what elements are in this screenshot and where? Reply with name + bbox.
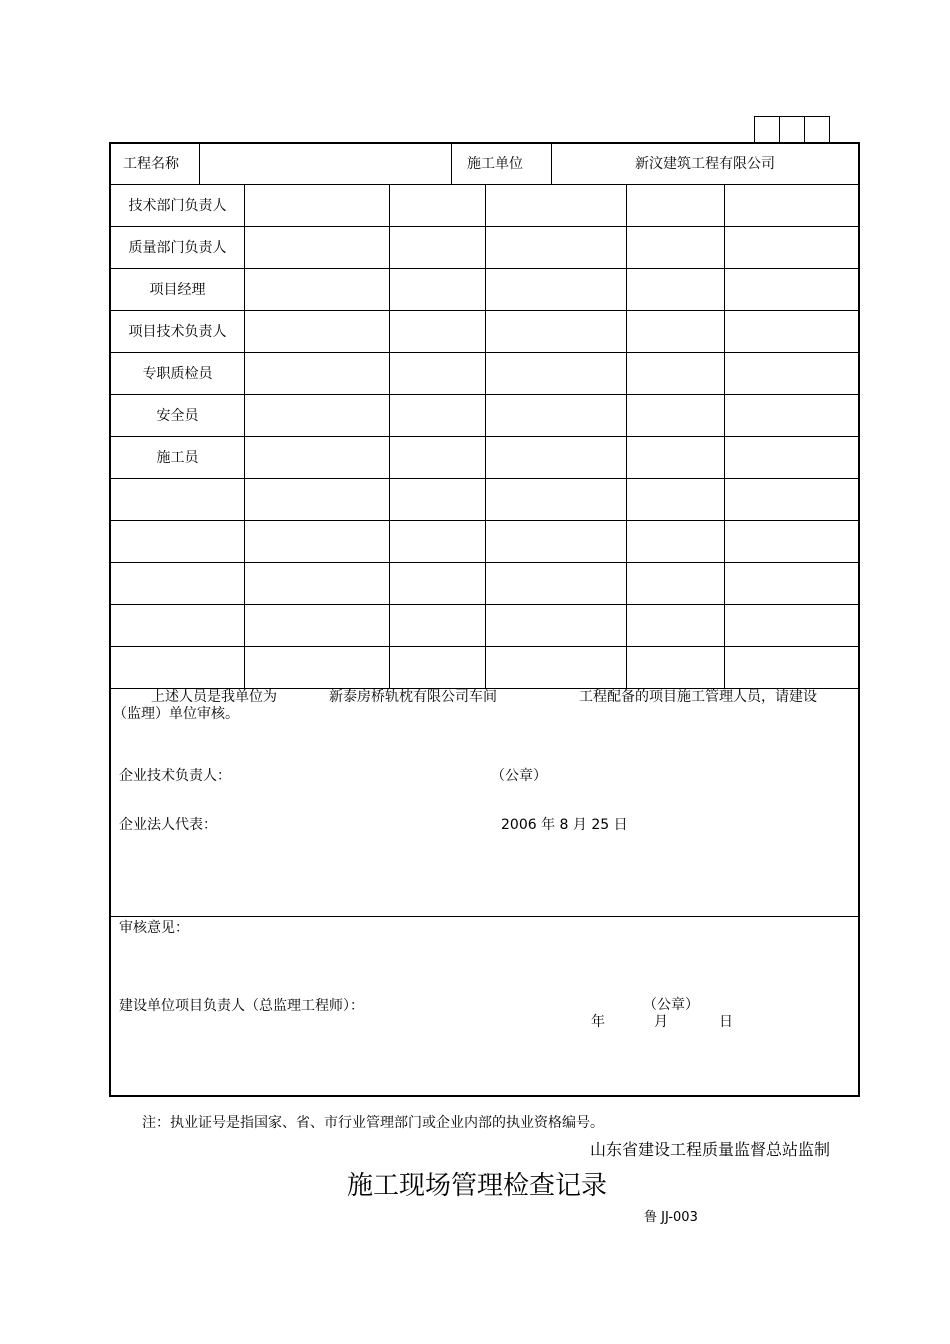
project-name-label: 工程名称 <box>123 156 179 172</box>
statement-date[interactable]: 2006 年 8 月 25 日 <box>501 817 628 833</box>
col-divider <box>626 184 627 688</box>
role-label-quality-inspector: 专职质检员 <box>142 366 213 382</box>
col-divider <box>485 184 486 688</box>
enterprise-tech-head-label: 企业技术负责人： <box>119 768 231 784</box>
code-box-2 <box>779 116 805 142</box>
enterprise-seal: （公章） <box>491 768 547 784</box>
col-divider <box>451 144 452 184</box>
col-divider <box>199 144 200 184</box>
owner-responsible-label: 建设单位项目负责人（总监理工程师）： <box>119 998 364 1014</box>
code-box-1 <box>754 116 780 142</box>
role-label-project-manager: 项目经理 <box>149 282 206 298</box>
statement-prefix: 上述人员是我单位为 <box>151 689 277 705</box>
role-label-safety-officer: 安全员 <box>156 408 199 424</box>
form-code-boxes <box>755 116 830 142</box>
col-divider <box>244 184 245 688</box>
review-opinion-label: 审核意见： <box>119 920 189 936</box>
review-seal: （公章） <box>643 997 699 1013</box>
personnel-form <box>109 142 860 1097</box>
contractor-label: 施工单位 <box>467 156 523 172</box>
review-year: 年 <box>591 1014 605 1030</box>
statement-project[interactable]: 新泰房桥轨枕有限公司车间 <box>329 689 497 705</box>
legal-rep-label: 企业法人代表： <box>119 817 217 833</box>
statement-suffix: 工程配备的项目施工管理人员，请建设 <box>579 689 817 705</box>
review-day: 日 <box>719 1014 733 1030</box>
col-divider <box>389 184 390 688</box>
contractor-value[interactable]: 新汶建筑工程有限公司 <box>635 156 775 172</box>
role-label-tech-dept: 技术部门负责人 <box>128 198 227 214</box>
role-label-project-tech: 项目技术负责人 <box>128 324 227 340</box>
code-box-3 <box>804 116 830 142</box>
page-title: 施工现场管理检查记录 <box>347 1171 608 1201</box>
role-label-constructor: 施工员 <box>156 450 199 466</box>
form-code: 鲁 JJ-003 <box>644 1210 698 1225</box>
review-month: 月 <box>654 1014 668 1030</box>
role-label-quality-dept: 质量部门负责人 <box>128 240 227 256</box>
section-divider <box>111 916 858 917</box>
col-divider <box>724 184 725 688</box>
footnote: 注：执业证号是指国家、省、市行业管理部门或企业内部的执业资格编号。 <box>142 1115 604 1131</box>
statement-line2: （监理）单位审核。 <box>113 706 239 722</box>
issuer: 山东省建设工程质量监督总站监制 <box>590 1140 831 1159</box>
